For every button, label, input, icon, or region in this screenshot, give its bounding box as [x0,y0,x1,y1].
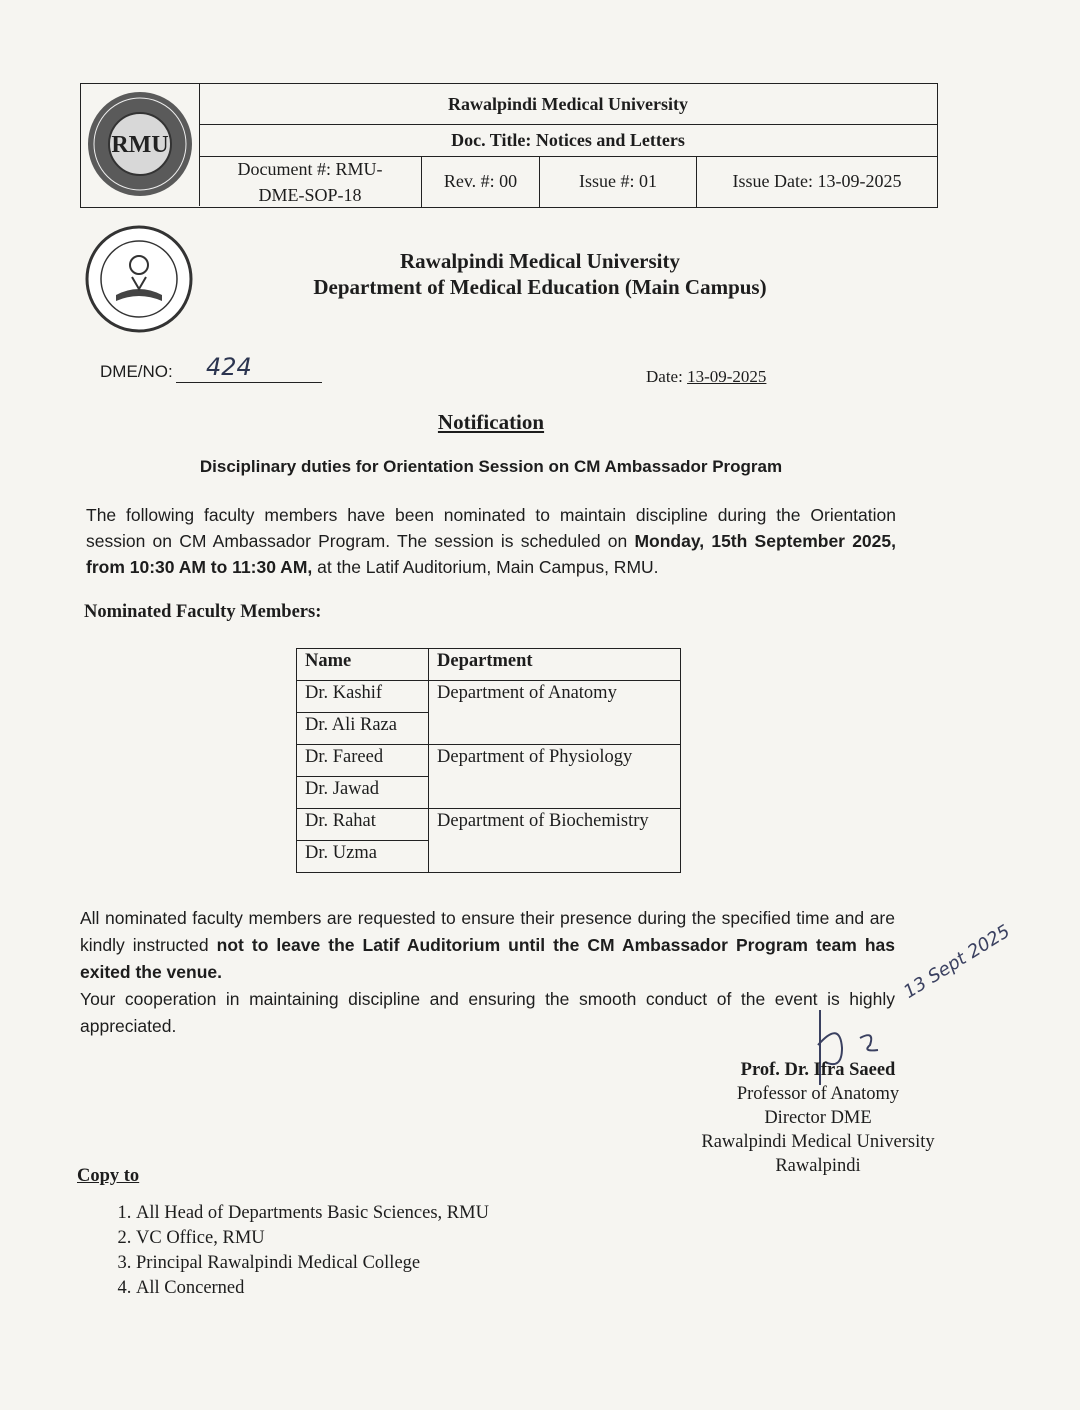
closing-paragraph-1: All nominated faculty members are requested to ensure their presence during the specified time and are kindly instructed not to leave the Latif Auditorium until the CM Ambassador Program team has exited the venue. [80,908,895,982]
copy-to-item: 4. All Concerned [136,1276,489,1301]
copy-to-label: Copy to [77,1166,140,1186]
date-line [646,367,766,387]
table-row [297,681,681,713]
faculty-department: Department of Physiology [429,745,681,809]
date-value: 13-09-2025 [687,367,767,386]
ref-underline [176,382,322,383]
ref-number-handwritten: 424 [206,353,252,381]
faculty-name: Dr. Jawad [297,777,429,809]
signature-handwritten-date: 13 Sept 2025 [900,920,1014,1003]
ref-label: DME/NO: [100,362,173,381]
signatory-org: Rawalpindi Medical University [701,1132,935,1152]
signatory-role: Director DME [764,1108,872,1128]
faculty-department: Department of Biochemistry [429,809,681,873]
signatory-city: Rawalpindi [775,1156,861,1176]
faculty-table [296,648,681,873]
header-issue-date: Issue Date: 13-09-2025 [732,171,902,191]
institution-line-2: Department of Medical Education (Main Campus) [313,275,767,299]
header-university: Rawalpindi Medical University [199,84,937,125]
institution-line-1: Rawalpindi Medical University [399,249,680,273]
intro-paragraph: The following faculty members have been nominated to maintain discipline during the Orientation session on CM Ambassador Program. The session is scheduled on Monday, 15th September 2025, from 10:30 AM to 11:30 AM, at the Latif Auditorium, Main Campus, RMU. [86,505,896,577]
table-header-name: Name [297,649,429,681]
closing-paragraph-2: Your cooperation in maintaining discipline and ensuring the smooth conduct of the event is highly appreciated. [80,989,895,1036]
document-control-header [80,83,938,208]
faculty-name: Dr. Uzma [297,841,429,873]
faculty-department: Department of Anatomy [429,681,681,745]
notification-subject: Disciplinary duties for Orientation Session on CM Ambassador Program [199,457,783,476]
signature-block [690,1058,946,1178]
copy-to-item: 2. VC Office, RMU [136,1226,489,1251]
table-row [297,745,681,777]
signatory-name: Prof. Dr. Ifra Saeed [740,1060,896,1080]
faculty-name: Dr. Ali Raza [297,713,429,745]
faculty-name: Dr. Kashif [297,681,429,713]
faculty-name: Dr. Fareed [297,745,429,777]
copy-to-item: 3. Principal Rawalpindi Medical College [136,1251,489,1276]
header-document-no: Document #: RMU-DME-SOP-18 [199,156,422,207]
header-issue-no: Issue #: 01 [540,156,697,207]
svg-text:RMU: RMU [111,132,169,158]
header-meta-row [199,156,937,207]
header-rev-no: Rev. #: 00 [422,156,540,207]
notification-heading: Notification [437,410,545,434]
faculty-name: Dr. Rahat [297,809,429,841]
rmu-logo-cell [81,84,200,206]
rmu-seal-icon [81,84,199,206]
table-header-department: Department [429,649,681,681]
table-row [297,809,681,841]
copy-to-item: 1. All Head of Departments Basic Sciences, RMU [136,1201,489,1226]
nominated-heading: Nominated Faculty Members: [84,602,322,622]
header-doc-title: Doc. Title: Notices and Letters [199,124,937,157]
copy-to-list [80,1201,489,1301]
date-label: Date: [646,367,683,386]
signatory-title: Professor of Anatomy [736,1084,900,1104]
table-header-row [297,649,681,681]
